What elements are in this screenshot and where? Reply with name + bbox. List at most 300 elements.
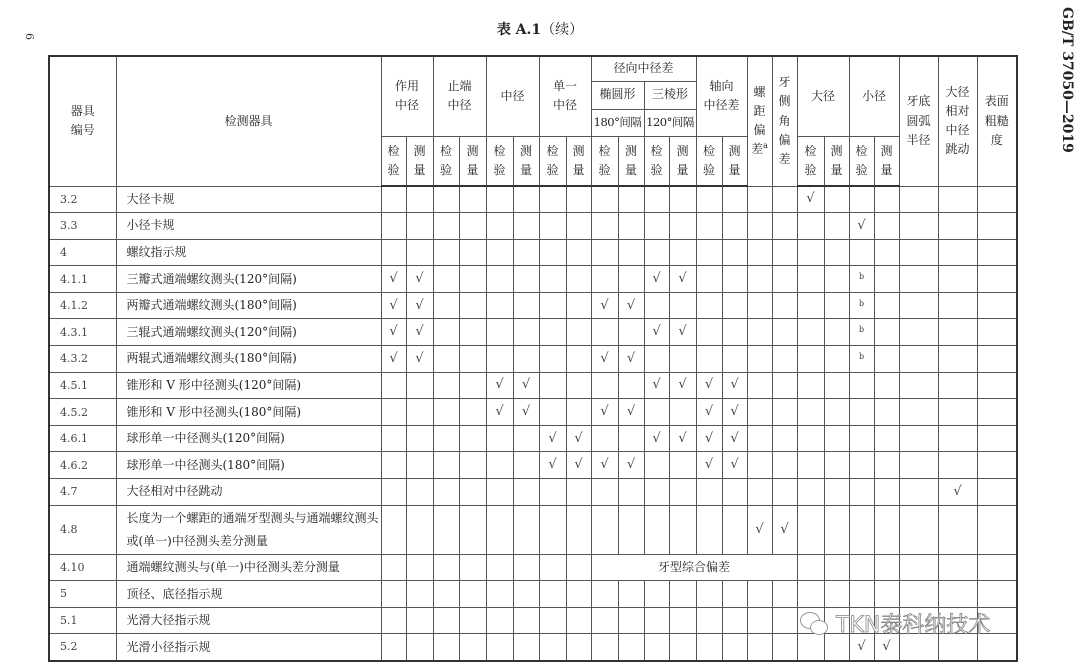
table-title bbox=[0, 19, 1080, 39]
empty-cell bbox=[722, 319, 747, 346]
footnote-mark: b bbox=[849, 292, 874, 319]
row-name: 三辊式通端螺纹测头(120°间隔) bbox=[116, 319, 381, 346]
empty-cell bbox=[938, 581, 977, 608]
check-mark: √ bbox=[381, 266, 406, 293]
empty-cell bbox=[797, 372, 824, 399]
empty-cell bbox=[938, 292, 977, 319]
empty-cell bbox=[539, 319, 566, 346]
empty-cell bbox=[513, 505, 539, 554]
header-inspect: 检 验 bbox=[644, 136, 669, 186]
empty-cell bbox=[772, 266, 797, 293]
empty-cell bbox=[381, 581, 406, 608]
empty-cell bbox=[433, 634, 459, 661]
empty-cell bbox=[644, 479, 669, 506]
empty-cell bbox=[566, 239, 591, 266]
empty-cell bbox=[747, 425, 772, 452]
empty-cell bbox=[406, 634, 433, 661]
header-pitch: 中径 bbox=[486, 56, 539, 136]
empty-cell bbox=[977, 292, 1017, 319]
header-runout: 大径 相对 中径 跳动 bbox=[938, 56, 977, 186]
empty-cell bbox=[644, 346, 669, 373]
empty-cell bbox=[433, 452, 459, 479]
empty-cell bbox=[459, 239, 486, 266]
empty-cell bbox=[772, 607, 797, 634]
row-name: 球形单一中径测头(120°间隔) bbox=[116, 425, 381, 452]
empty-cell bbox=[618, 505, 644, 554]
row-name: 两辊式通端螺纹测头(180°间隔) bbox=[116, 346, 381, 373]
empty-cell bbox=[899, 479, 938, 506]
header-axial: 轴向 中径差 bbox=[696, 56, 747, 136]
empty-cell bbox=[486, 186, 513, 213]
empty-cell bbox=[696, 319, 722, 346]
empty-cell bbox=[381, 607, 406, 634]
empty-cell bbox=[433, 505, 459, 554]
empty-cell bbox=[459, 372, 486, 399]
empty-cell bbox=[797, 581, 824, 608]
standard-number: GB/T 37050—2019 bbox=[1059, 7, 1075, 153]
empty-cell bbox=[566, 607, 591, 634]
empty-cell bbox=[513, 425, 539, 452]
empty-cell bbox=[669, 479, 696, 506]
empty-cell bbox=[722, 292, 747, 319]
empty-cell bbox=[824, 239, 849, 266]
empty-cell bbox=[591, 425, 618, 452]
check-mark: √ bbox=[874, 634, 899, 661]
empty-cell bbox=[824, 425, 849, 452]
empty-cell bbox=[433, 399, 459, 426]
empty-cell bbox=[797, 479, 824, 506]
empty-cell bbox=[591, 505, 618, 554]
empty-cell bbox=[938, 505, 977, 554]
empty-cell bbox=[459, 479, 486, 506]
header-measure: 测 量 bbox=[722, 136, 747, 186]
header-lobed-interval: 120°间隔 bbox=[644, 109, 696, 136]
empty-cell bbox=[899, 319, 938, 346]
empty-cell bbox=[459, 346, 486, 373]
header-working-pitch: 作用 中径 bbox=[381, 56, 433, 136]
empty-cell bbox=[669, 607, 696, 634]
empty-cell bbox=[618, 372, 644, 399]
empty-cell bbox=[722, 266, 747, 293]
empty-cell bbox=[381, 479, 406, 506]
check-mark: √ bbox=[797, 186, 824, 213]
table-row bbox=[49, 479, 1017, 506]
table-row bbox=[49, 425, 1017, 452]
empty-cell bbox=[591, 372, 618, 399]
empty-cell bbox=[938, 372, 977, 399]
empty-cell bbox=[644, 607, 669, 634]
empty-cell bbox=[722, 346, 747, 373]
header-minor: 小径 bbox=[849, 56, 899, 136]
check-mark: √ bbox=[644, 372, 669, 399]
empty-cell bbox=[977, 479, 1017, 506]
empty-cell bbox=[618, 581, 644, 608]
empty-cell bbox=[513, 607, 539, 634]
empty-cell bbox=[977, 581, 1017, 608]
empty-cell bbox=[797, 319, 824, 346]
empty-cell bbox=[899, 186, 938, 213]
check-mark: √ bbox=[486, 399, 513, 426]
header-radial: 径向中径差 bbox=[591, 56, 696, 81]
empty-cell bbox=[849, 399, 874, 426]
empty-cell bbox=[824, 554, 849, 581]
empty-cell bbox=[459, 452, 486, 479]
empty-cell bbox=[644, 186, 669, 213]
table-title-suffix: （续） bbox=[541, 22, 584, 38]
empty-cell bbox=[381, 213, 406, 240]
row-id: 3.2 bbox=[49, 186, 116, 213]
empty-cell bbox=[459, 581, 486, 608]
empty-cell bbox=[669, 452, 696, 479]
table-row bbox=[49, 239, 1017, 266]
empty-cell bbox=[566, 319, 591, 346]
header-inspect: 检 验 bbox=[696, 136, 722, 186]
footnote-mark: b bbox=[849, 319, 874, 346]
header-lead-note: a bbox=[763, 141, 768, 151]
empty-cell bbox=[977, 505, 1017, 554]
empty-cell bbox=[513, 452, 539, 479]
empty-cell bbox=[824, 581, 849, 608]
check-mark: √ bbox=[566, 425, 591, 452]
empty-cell bbox=[899, 452, 938, 479]
empty-cell bbox=[696, 634, 722, 661]
empty-cell bbox=[486, 213, 513, 240]
empty-cell bbox=[381, 634, 406, 661]
empty-cell bbox=[539, 634, 566, 661]
empty-cell bbox=[459, 319, 486, 346]
empty-cell bbox=[797, 399, 824, 426]
empty-cell bbox=[618, 607, 644, 634]
empty-cell bbox=[618, 239, 644, 266]
empty-cell bbox=[899, 346, 938, 373]
empty-cell bbox=[513, 186, 539, 213]
empty-cell bbox=[938, 213, 977, 240]
check-mark: √ bbox=[669, 425, 696, 452]
check-mark: √ bbox=[618, 399, 644, 426]
empty-cell bbox=[433, 581, 459, 608]
empty-cell bbox=[938, 319, 977, 346]
row-id: 4.10 bbox=[49, 554, 116, 581]
empty-cell bbox=[899, 581, 938, 608]
empty-cell bbox=[874, 452, 899, 479]
empty-cell bbox=[747, 452, 772, 479]
empty-cell bbox=[406, 213, 433, 240]
check-mark: √ bbox=[406, 266, 433, 293]
empty-cell bbox=[747, 399, 772, 426]
empty-cell bbox=[874, 213, 899, 240]
check-mark: √ bbox=[644, 425, 669, 452]
empty-cell bbox=[874, 346, 899, 373]
empty-cell bbox=[459, 266, 486, 293]
empty-cell bbox=[381, 372, 406, 399]
empty-cell bbox=[406, 425, 433, 452]
row-id: 4.3.2 bbox=[49, 346, 116, 373]
header-flank: 牙 侧 角 偏 差 bbox=[772, 56, 797, 186]
empty-cell bbox=[539, 479, 566, 506]
empty-cell bbox=[696, 186, 722, 213]
empty-cell bbox=[696, 213, 722, 240]
empty-cell bbox=[459, 554, 486, 581]
empty-cell bbox=[747, 239, 772, 266]
header-measure: 测 量 bbox=[513, 136, 539, 186]
empty-cell bbox=[513, 479, 539, 506]
empty-cell bbox=[513, 346, 539, 373]
header-inspect: 检 验 bbox=[591, 136, 618, 186]
empty-cell bbox=[644, 239, 669, 266]
empty-cell bbox=[938, 186, 977, 213]
header-major: 大径 bbox=[797, 56, 849, 136]
empty-cell bbox=[591, 213, 618, 240]
empty-cell bbox=[824, 479, 849, 506]
row-name: 通端螺纹测头与(单一)中径测头差分测量 bbox=[116, 554, 381, 581]
empty-cell bbox=[797, 292, 824, 319]
check-mark: √ bbox=[849, 634, 874, 661]
empty-cell bbox=[849, 186, 874, 213]
header-inspect: 检 验 bbox=[539, 136, 566, 186]
empty-cell bbox=[938, 239, 977, 266]
empty-cell bbox=[486, 554, 513, 581]
footnote-mark: b bbox=[849, 346, 874, 373]
table-row bbox=[49, 581, 1017, 608]
empty-cell bbox=[381, 505, 406, 554]
empty-cell bbox=[874, 581, 899, 608]
empty-cell bbox=[696, 581, 722, 608]
check-mark: √ bbox=[406, 346, 433, 373]
row-name: 光滑大径指示规 bbox=[116, 607, 381, 634]
header-inspect: 检 验 bbox=[849, 136, 874, 186]
empty-cell bbox=[591, 479, 618, 506]
check-mark: √ bbox=[669, 266, 696, 293]
row-id: 4.1.2 bbox=[49, 292, 116, 319]
row-id: 3.3 bbox=[49, 213, 116, 240]
merged-cell: 牙型综合偏差 bbox=[591, 554, 797, 581]
check-mark: √ bbox=[644, 266, 669, 293]
check-mark: √ bbox=[513, 399, 539, 426]
check-mark: √ bbox=[486, 372, 513, 399]
empty-cell bbox=[433, 554, 459, 581]
table-row bbox=[49, 452, 1017, 479]
empty-cell bbox=[486, 266, 513, 293]
empty-cell bbox=[644, 452, 669, 479]
empty-cell bbox=[618, 186, 644, 213]
empty-cell bbox=[899, 239, 938, 266]
empty-cell bbox=[772, 479, 797, 506]
header-lead-label: 螺 距 偏 差 bbox=[751, 84, 766, 157]
header-inspect: 检 验 bbox=[381, 136, 406, 186]
empty-cell bbox=[566, 372, 591, 399]
page-number: 6 bbox=[23, 33, 36, 40]
table-row bbox=[49, 399, 1017, 426]
check-mark: √ bbox=[772, 505, 797, 554]
empty-cell bbox=[824, 452, 849, 479]
empty-cell bbox=[747, 581, 772, 608]
header-measure: 测 量 bbox=[406, 136, 433, 186]
empty-cell bbox=[696, 239, 722, 266]
empty-cell bbox=[486, 505, 513, 554]
check-mark: √ bbox=[849, 213, 874, 240]
empty-cell bbox=[539, 581, 566, 608]
empty-cell bbox=[539, 186, 566, 213]
empty-cell bbox=[459, 186, 486, 213]
check-mark: √ bbox=[696, 452, 722, 479]
check-mark: √ bbox=[381, 292, 406, 319]
empty-cell bbox=[797, 213, 824, 240]
check-mark: √ bbox=[722, 425, 747, 452]
header-measure: 测 量 bbox=[874, 136, 899, 186]
empty-cell bbox=[669, 186, 696, 213]
empty-cell bbox=[747, 292, 772, 319]
empty-cell bbox=[899, 425, 938, 452]
empty-cell bbox=[486, 346, 513, 373]
check-mark: √ bbox=[591, 292, 618, 319]
row-name: 长度为一个螺距的通端牙型测头与通端螺纹测头或(单一)中径测头差分测量 bbox=[116, 505, 381, 554]
check-mark: √ bbox=[591, 399, 618, 426]
empty-cell bbox=[669, 239, 696, 266]
empty-cell bbox=[381, 554, 406, 581]
empty-cell bbox=[977, 452, 1017, 479]
table-row bbox=[49, 213, 1017, 240]
inspection-table bbox=[48, 55, 1018, 662]
check-mark: √ bbox=[406, 319, 433, 346]
check-mark: √ bbox=[618, 292, 644, 319]
empty-cell bbox=[772, 186, 797, 213]
empty-cell bbox=[566, 554, 591, 581]
empty-cell bbox=[747, 213, 772, 240]
table-row bbox=[49, 186, 1017, 213]
empty-cell bbox=[747, 607, 772, 634]
empty-cell bbox=[722, 607, 747, 634]
empty-cell bbox=[874, 239, 899, 266]
empty-cell bbox=[486, 292, 513, 319]
row-id: 4.1.1 bbox=[49, 266, 116, 293]
empty-cell bbox=[513, 266, 539, 293]
empty-cell bbox=[539, 505, 566, 554]
empty-cell bbox=[406, 554, 433, 581]
empty-cell bbox=[618, 425, 644, 452]
row-id: 4.3.1 bbox=[49, 319, 116, 346]
table-body bbox=[49, 186, 1017, 661]
row-id: 4.6.1 bbox=[49, 425, 116, 452]
row-name: 小径卡规 bbox=[116, 213, 381, 240]
empty-cell bbox=[381, 452, 406, 479]
empty-cell bbox=[849, 372, 874, 399]
footnote-mark: b bbox=[849, 266, 874, 293]
empty-cell bbox=[644, 581, 669, 608]
empty-cell bbox=[874, 266, 899, 293]
empty-cell bbox=[591, 319, 618, 346]
empty-cell bbox=[486, 425, 513, 452]
empty-cell bbox=[849, 452, 874, 479]
empty-cell bbox=[772, 319, 797, 346]
empty-cell bbox=[772, 213, 797, 240]
empty-cell bbox=[772, 425, 797, 452]
row-id: 4.8 bbox=[49, 505, 116, 554]
check-mark: √ bbox=[722, 452, 747, 479]
empty-cell bbox=[486, 581, 513, 608]
header-rough: 表面 粗糙 度 bbox=[977, 56, 1017, 186]
empty-cell bbox=[618, 266, 644, 293]
table-header bbox=[49, 56, 1017, 186]
empty-cell bbox=[591, 266, 618, 293]
empty-cell bbox=[486, 607, 513, 634]
table-row bbox=[49, 346, 1017, 373]
empty-cell bbox=[406, 581, 433, 608]
empty-cell bbox=[696, 607, 722, 634]
check-mark: √ bbox=[539, 452, 566, 479]
header-root: 牙底 圆弧 半径 bbox=[899, 56, 938, 186]
empty-cell bbox=[566, 346, 591, 373]
check-mark: √ bbox=[618, 346, 644, 373]
empty-cell bbox=[486, 239, 513, 266]
header-nogo-pitch: 止端 中径 bbox=[433, 56, 486, 136]
check-mark: √ bbox=[513, 372, 539, 399]
table-row bbox=[49, 554, 1017, 581]
empty-cell bbox=[747, 372, 772, 399]
empty-cell bbox=[406, 399, 433, 426]
row-id: 4.5.2 bbox=[49, 399, 116, 426]
empty-cell bbox=[824, 372, 849, 399]
empty-cell bbox=[513, 292, 539, 319]
empty-cell bbox=[669, 399, 696, 426]
empty-cell bbox=[797, 425, 824, 452]
empty-cell bbox=[406, 239, 433, 266]
empty-cell bbox=[406, 186, 433, 213]
empty-cell bbox=[539, 292, 566, 319]
empty-cell bbox=[433, 319, 459, 346]
row-name: 三瓣式通端螺纹测头(120°间隔) bbox=[116, 266, 381, 293]
empty-cell bbox=[513, 319, 539, 346]
empty-cell bbox=[977, 399, 1017, 426]
empty-cell bbox=[644, 634, 669, 661]
empty-cell bbox=[696, 346, 722, 373]
row-id: 5 bbox=[49, 581, 116, 608]
empty-cell bbox=[938, 399, 977, 426]
empty-cell bbox=[406, 479, 433, 506]
check-mark: √ bbox=[591, 346, 618, 373]
header-inspect: 检 验 bbox=[433, 136, 459, 186]
empty-cell bbox=[459, 607, 486, 634]
empty-cell bbox=[433, 239, 459, 266]
row-name: 光滑小径指示规 bbox=[116, 634, 381, 661]
empty-cell bbox=[566, 505, 591, 554]
empty-cell bbox=[433, 292, 459, 319]
empty-cell bbox=[797, 554, 824, 581]
empty-cell bbox=[722, 213, 747, 240]
empty-cell bbox=[824, 319, 849, 346]
table-title-label: 表 A.1 bbox=[496, 22, 542, 38]
empty-cell bbox=[591, 239, 618, 266]
check-mark: √ bbox=[696, 399, 722, 426]
empty-cell bbox=[513, 239, 539, 266]
empty-cell bbox=[433, 479, 459, 506]
empty-cell bbox=[459, 505, 486, 554]
empty-cell bbox=[977, 186, 1017, 213]
empty-cell bbox=[977, 319, 1017, 346]
empty-cell bbox=[459, 292, 486, 319]
header-measure: 测 量 bbox=[459, 136, 486, 186]
check-mark: √ bbox=[644, 319, 669, 346]
header-measure: 测 量 bbox=[669, 136, 696, 186]
empty-cell bbox=[849, 479, 874, 506]
empty-cell bbox=[566, 292, 591, 319]
header-measure: 测 量 bbox=[566, 136, 591, 186]
empty-cell bbox=[747, 319, 772, 346]
empty-cell bbox=[797, 452, 824, 479]
empty-cell bbox=[591, 186, 618, 213]
empty-cell bbox=[772, 292, 797, 319]
empty-cell bbox=[722, 186, 747, 213]
empty-cell bbox=[722, 634, 747, 661]
